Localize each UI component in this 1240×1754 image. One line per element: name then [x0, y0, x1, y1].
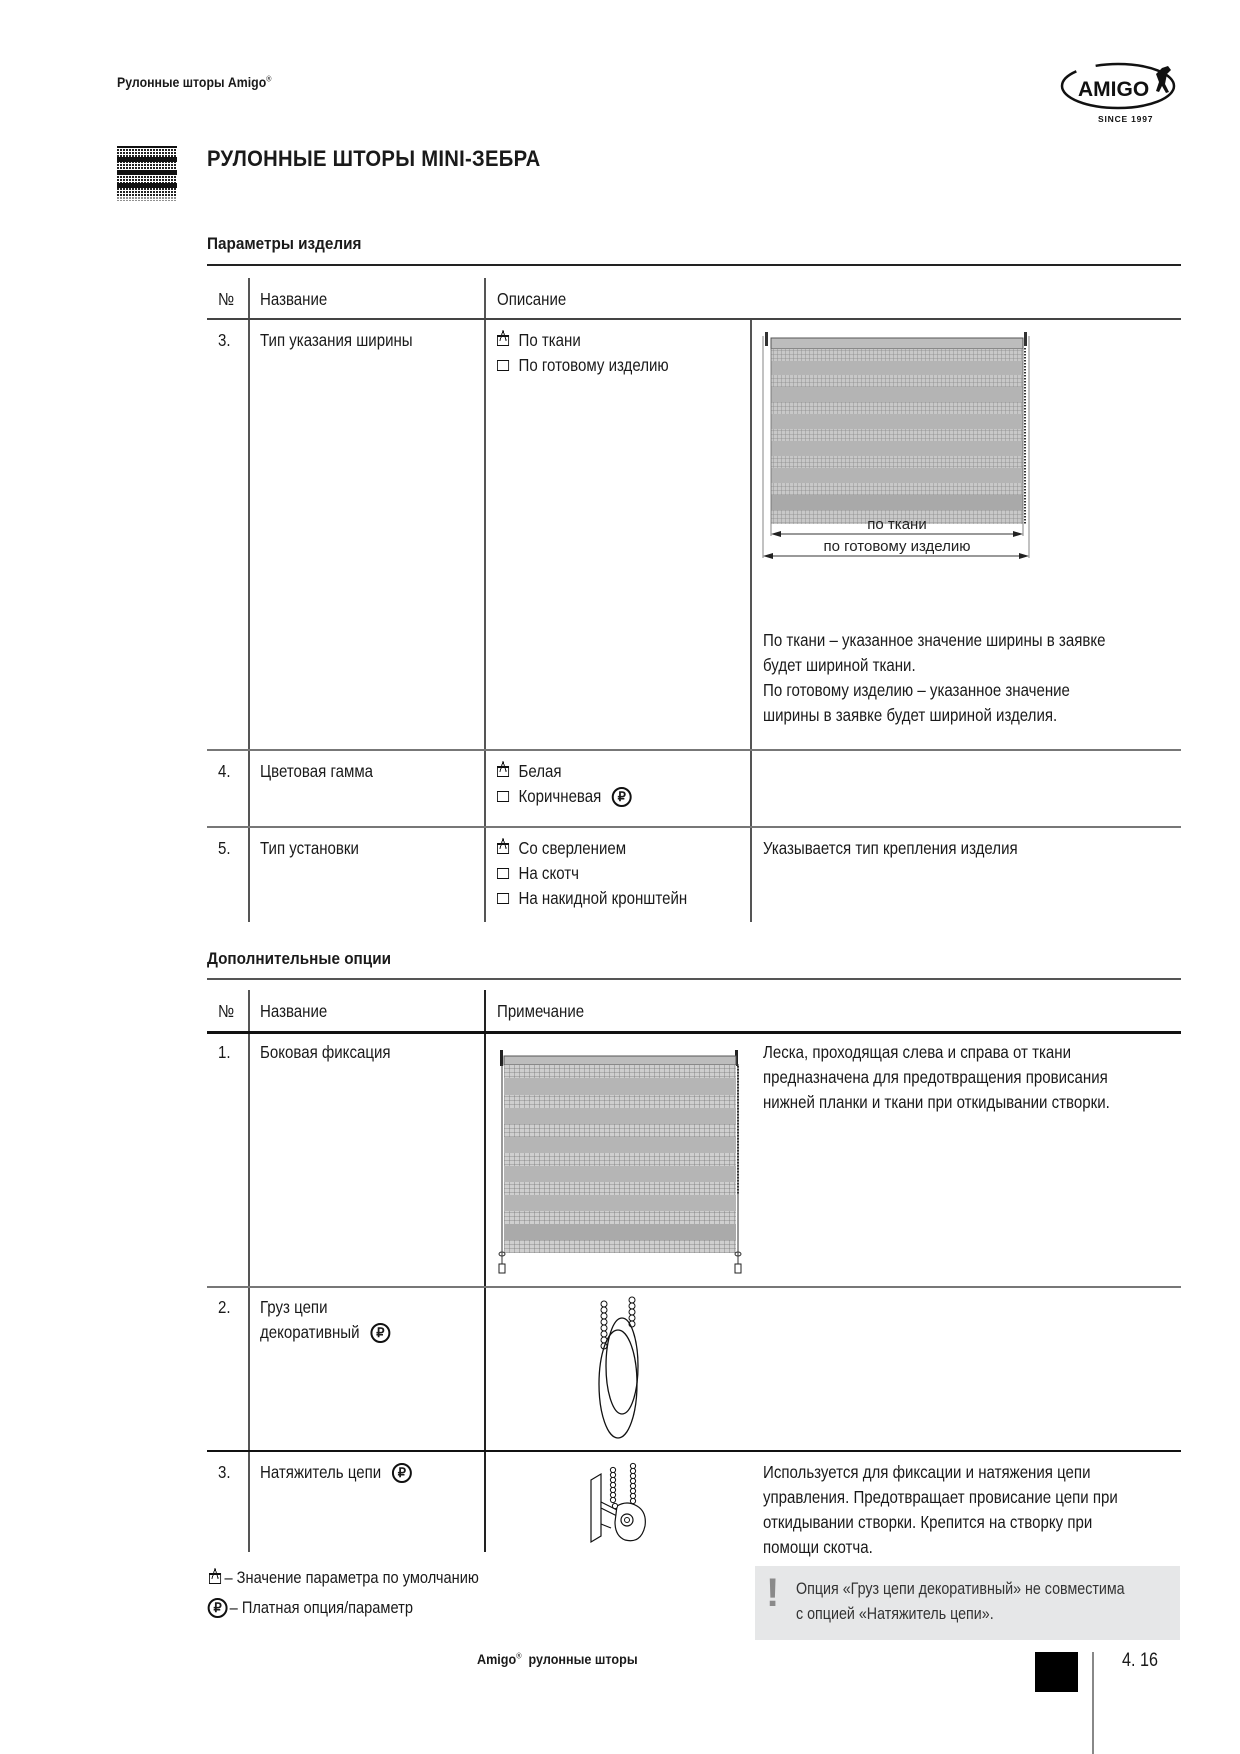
- note-line: Используется для фиксации и натяжения цепи: [763, 1462, 1091, 1482]
- row-rule: [207, 826, 1181, 828]
- row-num: 4.: [218, 761, 231, 781]
- warning-line: с опцией «Натяжитель цепи».: [796, 1604, 994, 1623]
- section-marker-block: [1035, 1652, 1078, 1692]
- width-type-options: [497, 328, 669, 378]
- checkbox-checked-icon: [209, 1573, 221, 1584]
- side-fixation-diagram: [494, 1044, 744, 1276]
- logo-brand: AMIGO: [1078, 78, 1150, 101]
- paid-option-icon: ₽: [208, 1598, 228, 1618]
- section-divider: [207, 978, 1181, 980]
- option-by-fabric[interactable]: [497, 328, 669, 353]
- col-header-num: №: [218, 1001, 235, 1021]
- option-label: По готовому изделию: [518, 355, 669, 375]
- checkbox-checked-icon[interactable]: [497, 843, 509, 854]
- legend-default: [209, 1563, 479, 1593]
- option-drilling[interactable]: [497, 836, 687, 861]
- checkbox-checked-icon[interactable]: [497, 766, 509, 777]
- row-num: 3.: [218, 1462, 231, 1482]
- legend-paid: [209, 1593, 479, 1623]
- checkbox-icon[interactable]: [497, 791, 509, 802]
- option-label: На скотч: [518, 863, 579, 883]
- amigo-logo: [1058, 56, 1186, 128]
- column-divider: [248, 990, 250, 1552]
- option-white[interactable]: [497, 759, 631, 784]
- page-number: 4. 16: [1122, 1650, 1158, 1671]
- logo-tagline: SINCE 1997: [1098, 114, 1154, 124]
- running-head-text: Рулонные шторы Amigo: [117, 74, 267, 90]
- row-rule: [207, 1450, 1181, 1452]
- checkbox-icon[interactable]: [497, 893, 509, 904]
- footer-title: [477, 1651, 638, 1667]
- row-num: 5.: [218, 838, 231, 858]
- row-name: Тип установки: [260, 838, 359, 858]
- fabric-stripes: [504, 1065, 736, 1253]
- row-name: [260, 1295, 389, 1345]
- option-label: На накидной кронштейн: [518, 888, 688, 908]
- color-options: [497, 759, 631, 809]
- legend-paid-text: – Платная опция/параметр: [229, 1598, 413, 1617]
- running-head: [117, 74, 271, 90]
- note-line: По готовому изделию – указанное значение: [763, 680, 1070, 700]
- checkbox-icon[interactable]: [497, 360, 509, 371]
- zebra-swatch-icon: [117, 146, 179, 202]
- row-rule: [207, 1286, 1181, 1288]
- note-line: Леска, проходящая слева и справа от ткани: [763, 1042, 1072, 1062]
- side-fixation-note: [763, 1040, 1110, 1115]
- note-line: ширины в заявке будет шириной изделия.: [763, 705, 1058, 725]
- row-num: 2.: [218, 1297, 231, 1317]
- mount-note: Указывается тип крепления изделия: [763, 838, 1018, 858]
- option-tape[interactable]: [497, 861, 687, 886]
- label-by-product: по готовому изделию: [823, 538, 971, 555]
- name-line: декоративный: [260, 1322, 360, 1342]
- decorative-chain-weight-icon: [588, 1296, 648, 1441]
- option-brown[interactable]: [497, 784, 631, 809]
- exclamation-icon: !: [766, 1571, 780, 1615]
- checkbox-checked-icon[interactable]: [497, 335, 509, 346]
- note-line: По ткани – указанное значение ширины в заявке: [763, 630, 1106, 650]
- note-line: откидывании створки. Крепится на створку при: [763, 1512, 1093, 1532]
- name-line: Натяжитель цепи: [260, 1462, 382, 1482]
- row-rule: [207, 749, 1181, 751]
- mount-options: [497, 836, 687, 911]
- note-line: управления. Предотвращает провисание цепи при: [763, 1487, 1118, 1507]
- footer-divider: [1092, 1652, 1094, 1754]
- col-header-note: Примечание: [497, 1001, 585, 1021]
- column-divider: [750, 320, 752, 922]
- col-header-desc: Описание: [497, 289, 567, 309]
- option-label: Белая: [518, 761, 562, 781]
- column-divider: [484, 990, 486, 1552]
- option-by-product[interactable]: [497, 353, 669, 378]
- chain-tensioner-icon: [585, 1462, 665, 1552]
- width-type-note: [763, 628, 1105, 728]
- option-bracket[interactable]: [497, 886, 687, 911]
- col-header-name: Название: [260, 289, 328, 309]
- header-rule: [207, 318, 1181, 320]
- label-by-fabric: по ткани: [867, 516, 927, 533]
- note-line: помощи скотча.: [763, 1537, 873, 1557]
- paid-option-icon: ₽: [392, 1463, 412, 1483]
- registered-mark: ®: [516, 1651, 522, 1661]
- checkbox-icon[interactable]: [497, 868, 509, 879]
- row-num: 1.: [218, 1042, 231, 1062]
- col-header-num: №: [218, 289, 235, 309]
- note-line: будет шириной ткани.: [763, 655, 916, 675]
- row-name: [260, 1460, 410, 1485]
- width-diagram: [757, 326, 1042, 616]
- warning-line: Опция «Груз цепи декоративный» не совместима: [796, 1579, 1125, 1598]
- footer-rest: рулонные шторы: [528, 1651, 638, 1667]
- option-label: По ткани: [518, 330, 581, 350]
- note-line: предназначена для предотвращения провисания: [763, 1067, 1108, 1087]
- row-name: Боковая фиксация: [260, 1042, 391, 1062]
- footer-brand: Amigo: [477, 1651, 517, 1667]
- warning-text: [796, 1576, 1125, 1626]
- row-name: Цветовая гамма: [260, 761, 374, 781]
- section-divider: [207, 264, 1181, 266]
- paid-option-icon: ₽: [612, 787, 632, 807]
- header-rule: [207, 1031, 1181, 1034]
- row-num: 3.: [218, 330, 231, 350]
- name-line: Груз цепи: [260, 1297, 328, 1317]
- chain-tensioner-note: [763, 1460, 1118, 1560]
- page-title: РУЛОННЫЕ ШТОРЫ MINI-ЗЕБРА: [207, 146, 541, 171]
- registered-mark: ®: [266, 74, 272, 84]
- row-name: Тип указания ширины: [260, 330, 413, 350]
- note-line: нижней планки и ткани при откидывании створки.: [763, 1092, 1110, 1112]
- option-label: Со сверлением: [518, 838, 627, 858]
- col-header-name: Название: [260, 1001, 328, 1021]
- options-section-title: Дополнительные опции: [207, 949, 392, 968]
- paid-option-icon: ₽: [370, 1323, 390, 1343]
- option-label: Коричневая: [518, 786, 602, 806]
- legend: [209, 1563, 523, 1623]
- params-section-title: Параметры изделия: [207, 234, 362, 253]
- legend-default-text: – Значение параметра по умолчанию: [224, 1568, 479, 1587]
